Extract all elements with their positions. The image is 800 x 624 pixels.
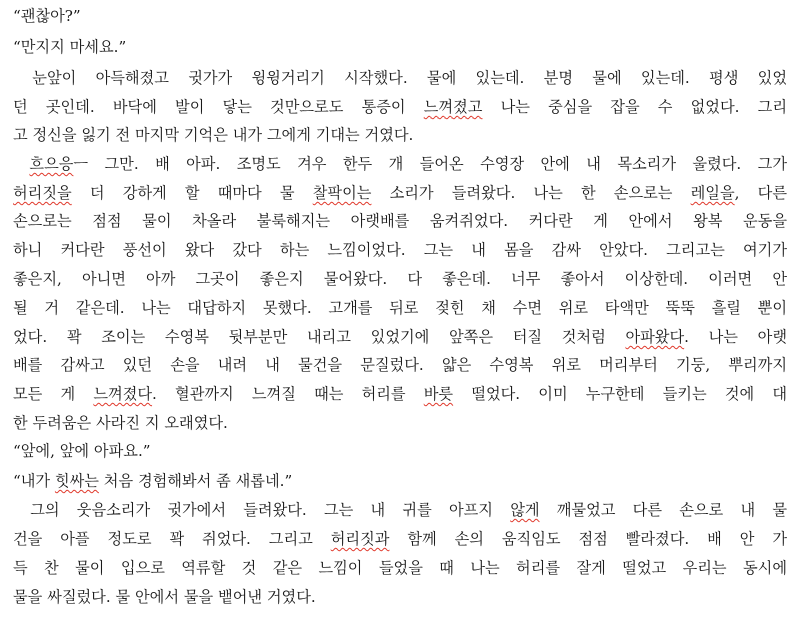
text-line bbox=[13, 410, 228, 436]
spellcheck-word: 힛싸는 bbox=[54, 472, 99, 490]
text-line bbox=[13, 34, 126, 60]
text-segment: 함께 손의 움직임도 점점 빨라졌다. 배 안 가 bbox=[389, 530, 787, 548]
text-segment bbox=[13, 155, 29, 173]
text-line bbox=[13, 180, 787, 206]
text-line bbox=[13, 208, 787, 234]
text-segment: 물을 싸질렀다. 물 안에서 물을 뱉어낸 거였다. bbox=[13, 588, 316, 606]
text-segment: 떨었다. 이미 누구한테 들키는 것에 대 bbox=[453, 385, 787, 403]
spellcheck-word: 느껴졌다 bbox=[93, 385, 153, 403]
text-segment: 될 거 같은데. 나는 대답하지 못했다. 고개를 뒤로 젖힌 채 수면 위로 타액만 뚝뚝 흘릴 뿐이 bbox=[13, 299, 787, 317]
text-segment: 고 정신을 잃기 전 마지막 기억은 내가 그에게 기대는 거였다. bbox=[13, 126, 414, 144]
text-segment: “괜찮아?” bbox=[13, 7, 81, 25]
text-line bbox=[13, 122, 413, 148]
text-line bbox=[13, 295, 787, 321]
text-segment: 건을 아플 정도로 꽉 쥐었다. 그리고 bbox=[13, 530, 331, 548]
text-line bbox=[13, 65, 787, 91]
spellcheck-word: 허리짓과 bbox=[330, 530, 390, 548]
text-segment: 처음 경험해봐서 좀 새롭네.” bbox=[98, 472, 293, 490]
text-line bbox=[13, 266, 787, 292]
text-line bbox=[13, 237, 787, 263]
text-line bbox=[13, 468, 292, 494]
text-line bbox=[13, 151, 787, 177]
text-segment: 배를 감싸고 있던 손을 내려 내 물건을 문질렀다. 얇은 수영복 위로 머리부터 기둥, 뿌리까지 bbox=[13, 356, 787, 374]
spellcheck-word: 레일을 bbox=[690, 184, 735, 202]
text-segment: 한 두려움은 사라진 지 오래였다. bbox=[13, 414, 228, 432]
text-segment: 나는 중심을 잡을 수 없었다. 그리 bbox=[482, 98, 787, 116]
text-line bbox=[13, 381, 787, 407]
text-segment: . 혈관까지 느껴질 때는 허리를 bbox=[152, 385, 424, 403]
text-segment: “내가 bbox=[13, 472, 55, 490]
text-segment: 하니 커다란 풍선이 왔다 갔다 하는 느낌이었다. 그는 내 몸을 감싸 안았다. 그리고는 여기가 bbox=[13, 241, 787, 259]
spellcheck-word: 흐으응 bbox=[29, 155, 74, 173]
text-segment: 득 찬 물이 입으로 역류할 것 같은 느낌이 들었을 때 나는 허리를 잘게 떨었고 우리는 동시에 bbox=[13, 559, 787, 577]
text-line bbox=[13, 584, 316, 610]
spellcheck-word: 아파왔다 bbox=[625, 328, 685, 346]
text-line bbox=[13, 497, 787, 523]
text-segment: “앞에, 앞에 아파요.” bbox=[13, 442, 151, 460]
text-segment: 그의 웃음소리가 귓가에서 들려왔다. 그는 내 귀를 아프지 bbox=[13, 501, 511, 519]
text-segment: 었다. 꽉 조이는 수영복 뒷부분만 내리고 있었기에 앞쪽은 터질 것처럼 bbox=[13, 328, 626, 346]
text-segment: “만지지 마세요.” bbox=[13, 38, 127, 56]
spellcheck-word: 허리짓을 bbox=[13, 184, 72, 202]
text-segment: 좋은지, 아니면 아까 그곳이 좋은지 물어왔다. 다 좋은데. 너무 좋아서 이상한데. 이러면 안 bbox=[13, 270, 787, 288]
text-line bbox=[13, 555, 787, 581]
text-segment: 눈앞이 아득해졌고 귓가가 윙윙거리기 시작했다. 물에 있는데. 분명 물에 있는데. 평생 있었 bbox=[13, 69, 787, 87]
text-line bbox=[13, 438, 151, 464]
text-line bbox=[13, 324, 787, 350]
text-segment: 깨물었고 다른 손으로 내 물 bbox=[539, 501, 787, 519]
text-segment: 소리가 들려왔다. 나는 한 손으로는 bbox=[371, 184, 691, 202]
spellcheck-word: 느껴졌고 bbox=[423, 98, 483, 116]
spellcheck-word: 바릇 bbox=[423, 385, 454, 403]
text-segment: 더 강하게 할 때마다 물 bbox=[71, 184, 313, 202]
text-segment: . 나는 아랫 bbox=[684, 328, 787, 346]
text-line bbox=[13, 526, 787, 552]
text-segment: ㅡ 그만. 배 아파. 조명도 겨우 한두 개 들어온 수영장 안에 내 목소리가 울렸다. 그가 bbox=[73, 155, 788, 173]
text-segment: 던 곳인데. 바닥에 발이 닿는 것만으로도 통증이 bbox=[13, 98, 424, 116]
text-segment: 손으로는 점점 물이 차올라 불룩해지는 아랫배를 움켜쥐었다. 커다란 게 안에서 왕복 운동을 bbox=[13, 212, 787, 230]
spellcheck-word: 않게 bbox=[510, 501, 540, 519]
text-line bbox=[13, 94, 787, 120]
text-segment: , 다른 bbox=[734, 184, 787, 202]
spellcheck-word: 찰팍이는 bbox=[312, 184, 372, 202]
text-line bbox=[13, 352, 787, 378]
text-line bbox=[13, 3, 81, 29]
text-segment: 모든 게 bbox=[13, 385, 94, 403]
